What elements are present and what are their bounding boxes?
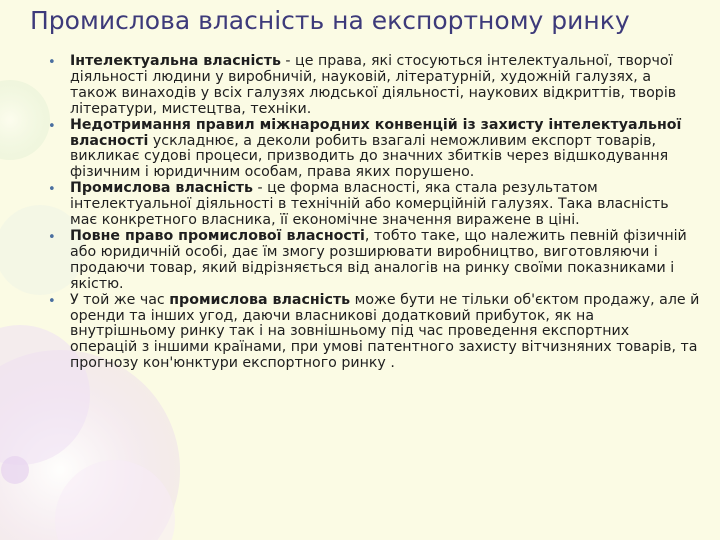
- bullet-term: Інтелектуальна власність: [70, 53, 281, 69]
- bullet-icon: •: [48, 118, 56, 134]
- bullet-item: [48, 291, 700, 373]
- bullet-text: може бути не тільки об'єктом продажу, але й оренди та інших угод, даючи власникові додатковий прибуток, як на внутрішньому ринку так і на зовнішньому під час проведення експортних операцій з іншими країнами, при умові патентного захисту вітчизняних товарів, та прогнозу кон'юнктури експортного ринку .: [70, 291, 700, 372]
- bullet-item: [48, 116, 700, 182]
- bullet-icon: •: [48, 229, 56, 245]
- bullet-item: [48, 180, 700, 229]
- bullet-text: - це права, які стосуються інтелектуальної, творчої діяльності людини у виробничій, науковій, літературній, художній галузях, а також винаходів у всіх галузях людської діяльності, наукових відкриттів, творів літератури, мистецтва, техніки.: [70, 53, 677, 117]
- bullet-text: , тобто таке, що належить певній фізичній або юридичній особі, дає їм змогу розширювати виробництво, виготовляючи і продаючи товар, який відрізняється від аналогів на ринку своїми показниками і якістю.: [70, 227, 687, 292]
- bullet-item: [48, 227, 700, 293]
- bullet-text: - це форма власності, яка стала результатом інтелектуальної діяльності в технічній або комерційній галузях. Така власність має конкретного власника, її економічне значення виражене в ціні.: [70, 180, 669, 229]
- bullet-text: ускладнює, а деколи робить взагалі неможливим експорт товарів, викликає судові процеси, призводить до значних збитків через відшкодування фізичним і юридичним особам, права яких порушено.: [70, 132, 669, 181]
- bullet-icon: •: [48, 55, 56, 70]
- bullet-list: [48, 53, 700, 372]
- bullet-term: Промислова власність: [70, 180, 253, 197]
- bullet-icon: •: [48, 293, 56, 309]
- bullet-term: промислова власність: [169, 291, 351, 308]
- bullet-term: Повне право промислової власності: [70, 227, 365, 244]
- bullet-item: [48, 53, 700, 118]
- slide-title: Промислова власність на експортному ринку: [30, 6, 630, 35]
- bullet-text: У той же час: [70, 291, 170, 308]
- bullet-term: Недотримання правил міжнародних конвенцій із захисту інтелектуальної власності: [70, 116, 682, 149]
- bullet-icon: •: [48, 182, 56, 198]
